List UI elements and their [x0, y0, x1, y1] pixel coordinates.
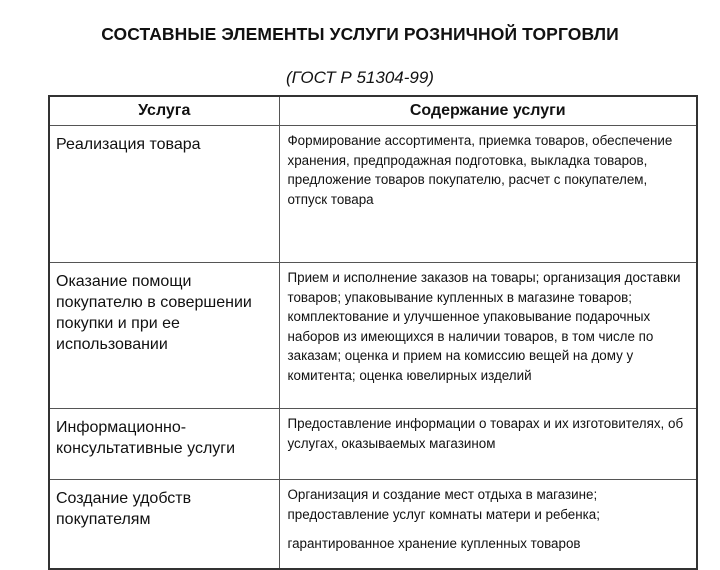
services-table	[48, 95, 698, 570]
content-cell: Формирование ассортимента, приемка товаров, обеспечение хранения, предпродажная подготовка, выкладка товаров, предложение товаров покупателю, расчет с покупателем, отпуск товара	[279, 126, 697, 263]
service-cell: Реализация товара	[49, 126, 279, 263]
table-row	[49, 126, 697, 263]
service-cell: Оказание помощи покупателю в совершении покупки и при ее использовании	[49, 263, 279, 409]
table-row	[49, 409, 697, 480]
header-content: Содержание услуги	[279, 96, 697, 126]
table-row	[49, 480, 697, 570]
page-subtitle: (ГОСТ Р 51304-99)	[286, 68, 434, 87]
content-text-extra: гарантированное хранение купленных товаров	[287, 536, 581, 551]
content-cell: Предоставление информации о товарах и их изготовителях, об услугах, оказываемых магазином	[279, 409, 697, 480]
service-cell: Создание удобств покупателям	[49, 480, 279, 570]
content-cell: Прием и исполнение заказов на товары; организация доставки товаров; упаковывание купленных в магазине товаров; комплектование и улучшенное упаковывание подарочных наборов из имеющихся в наличии товаров, в том числе по заказам; оценка и прием на комиссию вещей на дому у комитента; оценка ювелирных изделий	[279, 263, 697, 409]
content-text: Организация и создание мест отдыха в магазине; предоставление услуг комнаты матери и ребенка;	[287, 487, 600, 522]
header-service: Услуга	[49, 96, 279, 126]
content-cell	[279, 480, 697, 570]
page-title: СОСТАВНЫЕ ЭЛЕМЕНТЫ УСЛУГИ РОЗНИЧНОЙ ТОРГОВЛИ	[101, 24, 619, 44]
table-header-row	[49, 96, 697, 126]
table-row	[49, 263, 697, 409]
service-cell: Информационно-консультативные услуги	[49, 409, 279, 480]
